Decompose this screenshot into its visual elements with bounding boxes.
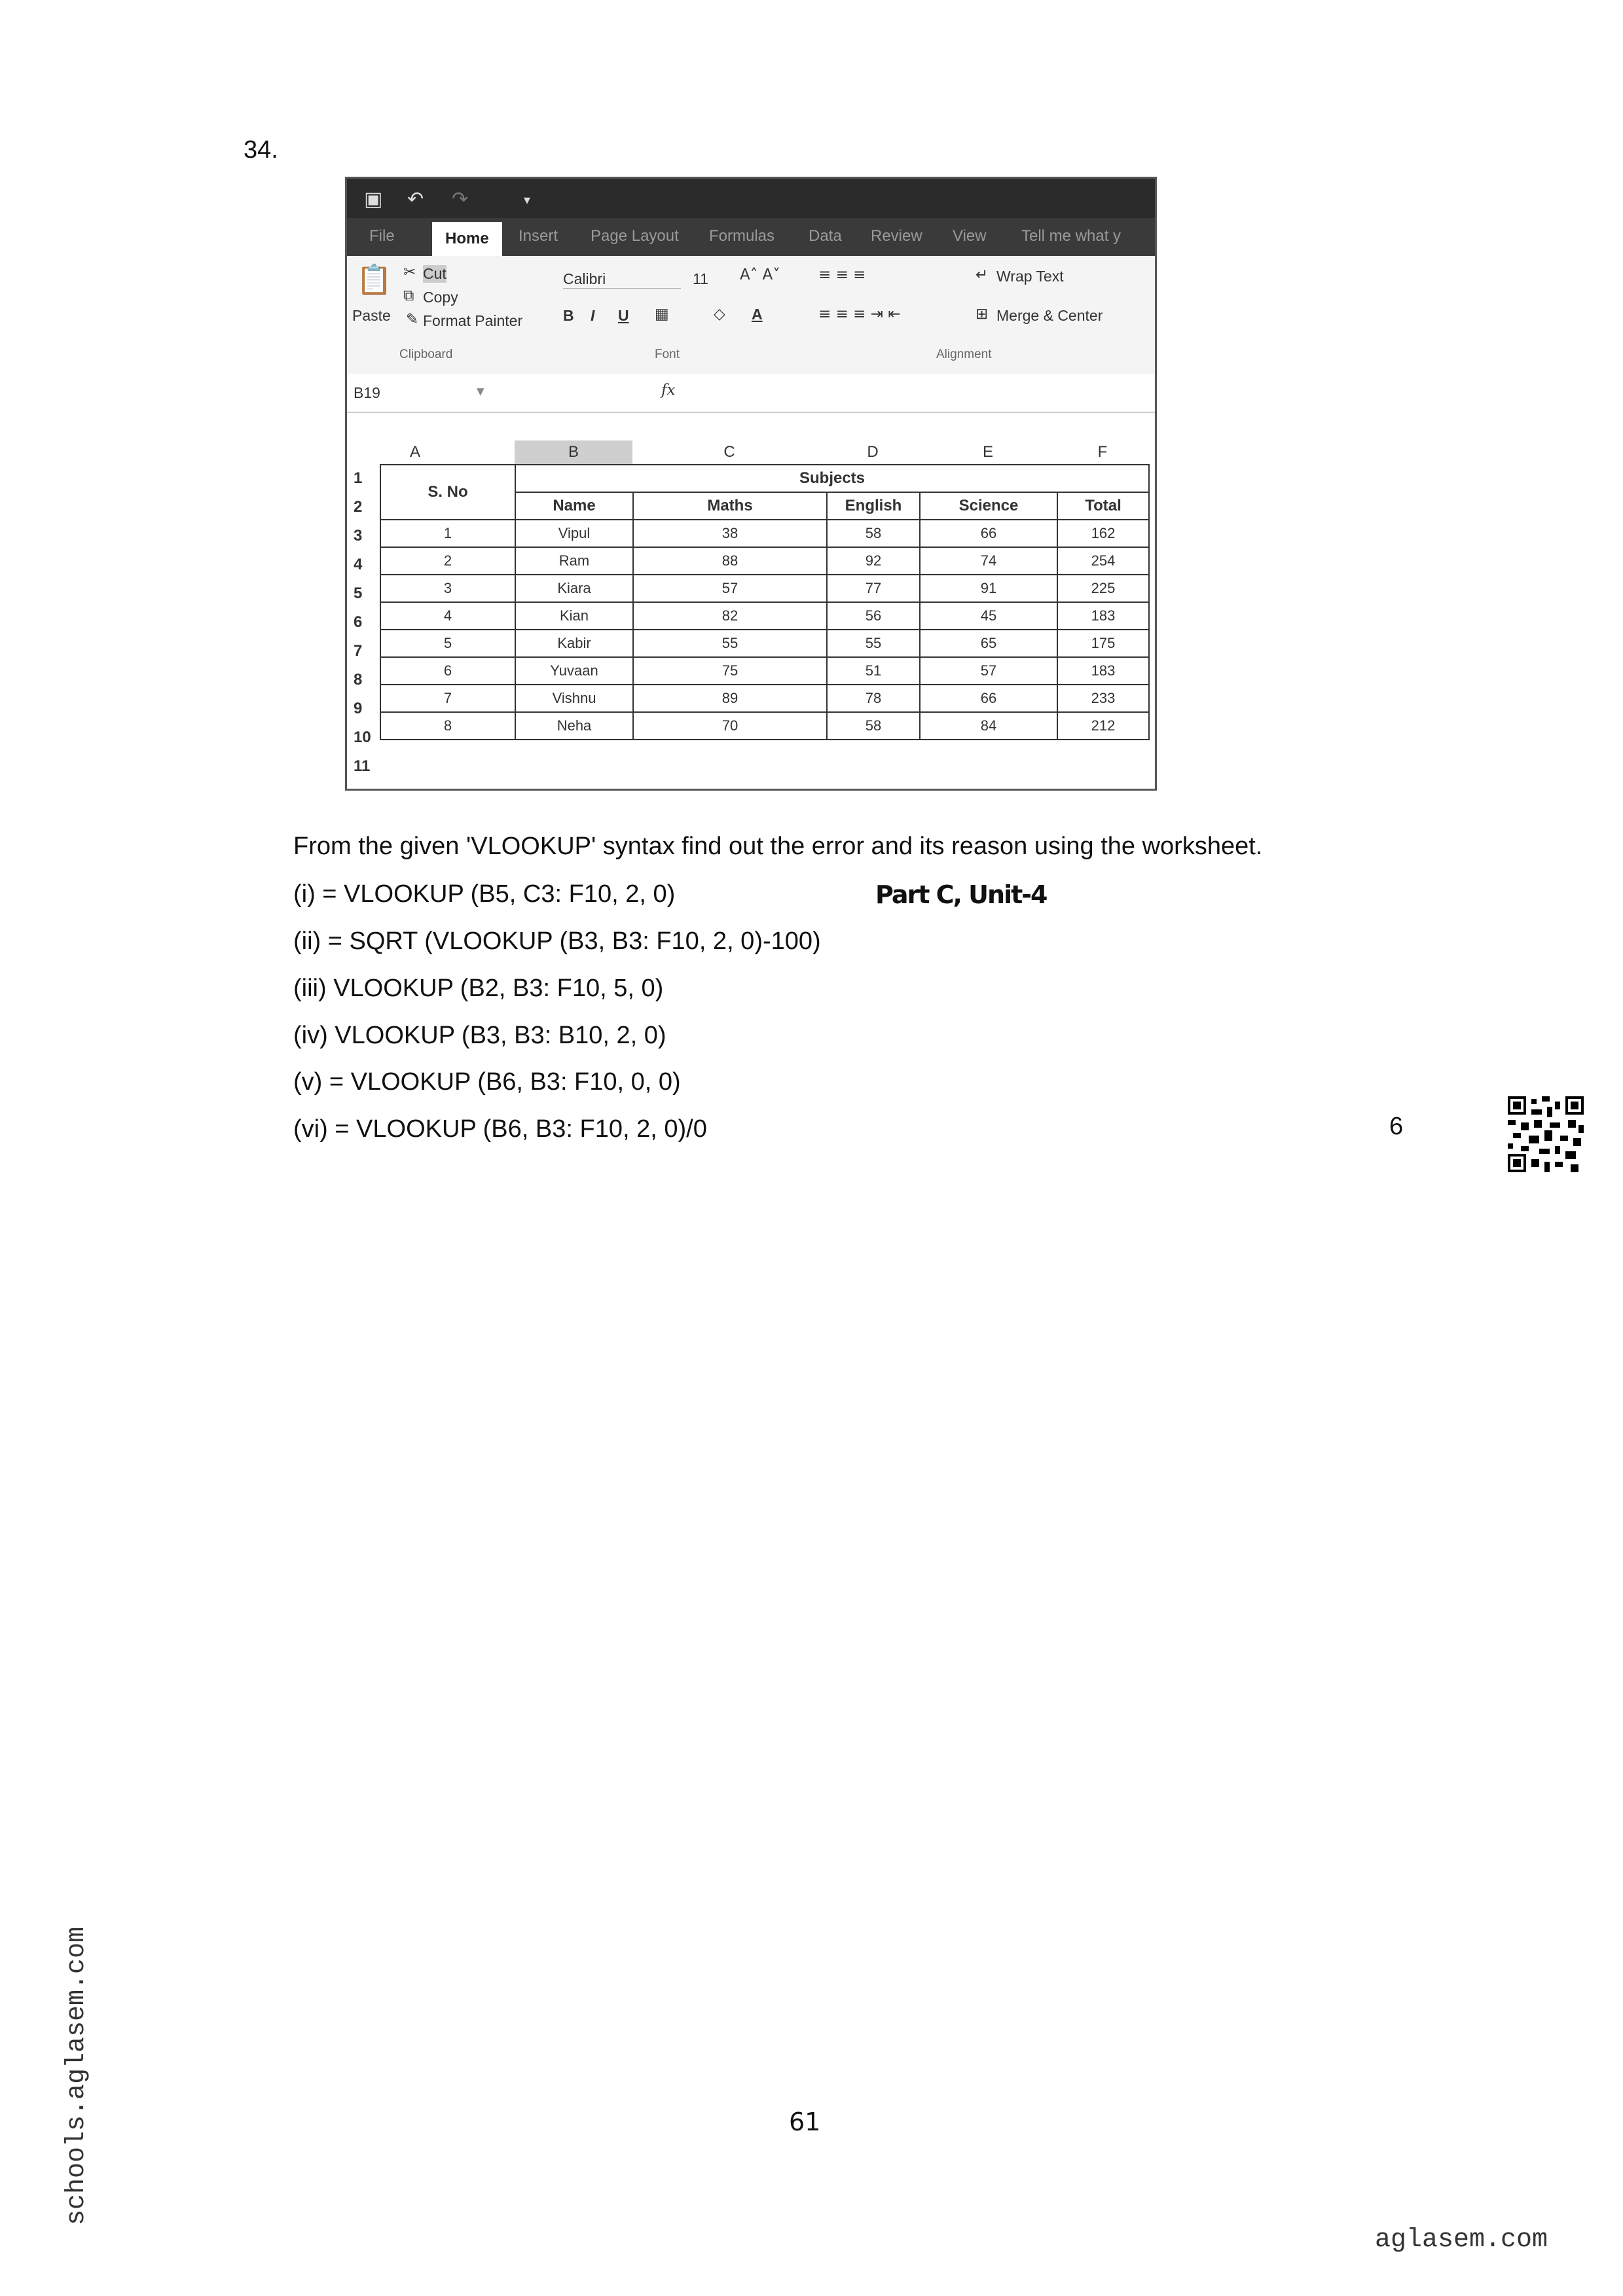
fill-color-icon[interactable]: ◇ <box>714 306 725 323</box>
cell-maths[interactable]: 82 <box>633 602 827 630</box>
cell-science[interactable]: 74 <box>920 547 1057 575</box>
tab-home[interactable]: Home <box>432 222 502 256</box>
format-painter-button[interactable]: Format Painter <box>423 312 523 329</box>
cell-english[interactable]: 56 <box>827 602 920 630</box>
table-row <box>380 630 1149 657</box>
row-header-6[interactable]: 6 <box>354 613 363 631</box>
cell-science[interactable]: 65 <box>920 630 1057 657</box>
cut-button[interactable]: Cut <box>423 265 447 282</box>
item-iv: (iv) VLOOKUP (B3, B3: B10, 2, 0) <box>293 1022 666 1049</box>
cell-sno[interactable]: 3 <box>380 575 515 602</box>
marks: 6 <box>1389 1113 1404 1140</box>
cell-name[interactable]: Vishnu <box>515 685 633 712</box>
row-header-4[interactable]: 4 <box>354 556 363 573</box>
customize-icon: ▾ <box>524 192 531 207</box>
clipboard-group-label: Clipboard <box>399 348 453 361</box>
align-top-icon[interactable]: ≡ ≡ ≡ <box>818 266 866 283</box>
cell-maths[interactable]: 89 <box>633 685 827 712</box>
undo-icon: ↶ <box>407 188 424 211</box>
row-header-2[interactable]: 2 <box>354 498 363 516</box>
page-number: 61 <box>789 2108 821 2136</box>
copy-icon: ⧉ <box>403 287 414 304</box>
cell-science[interactable]: 45 <box>920 602 1057 630</box>
formula-bar <box>347 374 1155 413</box>
cell-name[interactable]: Kian <box>515 602 633 630</box>
question-number: 34. <box>244 136 278 164</box>
table-row <box>380 547 1149 575</box>
cell-sno[interactable]: 2 <box>380 547 515 575</box>
header-maths[interactable]: Maths <box>633 492 827 520</box>
cell-sno[interactable]: 8 <box>380 712 515 740</box>
cell-english[interactable]: 55 <box>827 630 920 657</box>
save-icon: ▣ <box>364 188 383 211</box>
table-row <box>380 712 1149 740</box>
cell-name[interactable]: Ram <box>515 547 633 575</box>
cell-science[interactable]: 66 <box>920 520 1057 547</box>
row-header-5[interactable]: 5 <box>354 584 363 602</box>
row-header-10[interactable]: 10 <box>354 728 371 746</box>
cell-english[interactable]: 58 <box>827 520 920 547</box>
cell-total[interactable]: 162 <box>1057 520 1149 547</box>
row-header-7[interactable]: 7 <box>354 642 363 660</box>
underline-button[interactable]: U <box>618 307 629 324</box>
header-english[interactable]: English <box>827 492 920 520</box>
header-total[interactable]: Total <box>1057 492 1149 520</box>
cell-science[interactable]: 84 <box>920 712 1057 740</box>
row-header-9[interactable]: 9 <box>354 700 363 717</box>
cell-english[interactable]: 58 <box>827 712 920 740</box>
item-iii: (iii) VLOOKUP (B2, B3: F10, 5, 0) <box>293 975 664 1002</box>
table-row <box>380 657 1149 685</box>
question-intro: From the given 'VLOOKUP' syntax find out the error and its reason using the worksheet. <box>293 833 1263 860</box>
wrap-text-icon: ↵ <box>976 266 989 283</box>
cell-name[interactable]: Neha <box>515 712 633 740</box>
cell-sno[interactable]: 1 <box>380 520 515 547</box>
col-header-c[interactable]: C <box>723 443 735 461</box>
col-header-d[interactable]: D <box>867 443 879 461</box>
excel-screenshot <box>345 177 1157 791</box>
cell-maths[interactable]: 75 <box>633 657 827 685</box>
tab-insert[interactable]: Insert <box>519 227 558 245</box>
name-box[interactable]: B19 <box>354 384 380 401</box>
redo-icon: ↷ <box>452 188 469 211</box>
cell-total[interactable]: 175 <box>1057 630 1149 657</box>
tab-page-layout[interactable]: Page Layout <box>591 227 679 245</box>
cell-name[interactable]: Yuvaan <box>515 657 633 685</box>
cell-total[interactable]: 233 <box>1057 685 1149 712</box>
row-header-8[interactable]: 8 <box>354 671 363 689</box>
tab-file[interactable]: File <box>369 227 395 245</box>
watermark-side[interactable]: schools.aglasem.com <box>62 1926 92 2225</box>
ribbon-home <box>347 256 1155 375</box>
italic-button[interactable]: I <box>591 307 595 324</box>
font-name-select[interactable]: Calibri <box>563 270 681 289</box>
merge-icon: ⊞ <box>976 306 989 323</box>
merge-center-button[interactable]: Merge & Center <box>996 307 1103 324</box>
cell-total[interactable]: 183 <box>1057 602 1149 630</box>
cell-total[interactable]: 225 <box>1057 575 1149 602</box>
cell-sno[interactable]: 5 <box>380 630 515 657</box>
cell-science[interactable]: 66 <box>920 685 1057 712</box>
table-row <box>380 575 1149 602</box>
cell-name[interactable]: Kiara <box>515 575 633 602</box>
qr-code-icon <box>1508 1096 1584 1172</box>
col-header-f[interactable]: F <box>1097 443 1108 461</box>
cell-maths[interactable]: 38 <box>633 520 827 547</box>
header-subjects[interactable]: Subjects <box>515 465 1149 492</box>
cell-total[interactable]: 183 <box>1057 657 1149 685</box>
alignment-group-label: Alignment <box>936 348 992 361</box>
header-name[interactable]: Name <box>515 492 633 520</box>
header-science[interactable]: Science <box>920 492 1057 520</box>
row-header-1[interactable]: 1 <box>354 469 363 487</box>
cell-name[interactable]: Vipul <box>515 520 633 547</box>
item-ii: (ii) = SQRT (VLOOKUP (B3, B3: F10, 2, 0)-100) <box>293 927 821 955</box>
cell-total[interactable]: 212 <box>1057 712 1149 740</box>
row-header-3[interactable]: 3 <box>354 527 363 545</box>
copy-button[interactable]: Copy <box>423 289 458 306</box>
unit-reference: Part C, Unit-4 <box>875 880 1047 909</box>
font-color-icon[interactable]: A <box>752 306 763 323</box>
cut-icon: ✂ <box>403 264 416 281</box>
name-box-dropdown-icon[interactable]: ▾ <box>477 383 484 400</box>
grow-font-icon[interactable]: A˄ A˅ <box>740 266 780 283</box>
cell-science[interactable]: 57 <box>920 657 1057 685</box>
align-left-icon[interactable]: ≡ ≡ ≡ ⇥ ⇤ <box>818 306 901 323</box>
paste-icon[interactable]: 📋 <box>356 263 392 296</box>
header-sno[interactable]: S. No <box>380 465 515 520</box>
col-header-b[interactable]: B <box>515 440 632 464</box>
tab-formulas[interactable]: Formulas <box>709 227 775 245</box>
watermark-corner[interactable]: aglasem.com <box>1375 2225 1548 2255</box>
ribbon-tabs <box>347 218 1155 256</box>
item-i: (i) = VLOOKUP (B5, C3: F10, 2, 0) <box>293 880 676 908</box>
cell-english[interactable]: 51 <box>827 657 920 685</box>
cell-maths[interactable]: 70 <box>633 712 827 740</box>
font-group-label: Font <box>655 348 680 361</box>
cell-sno[interactable]: 7 <box>380 685 515 712</box>
cell-maths[interactable]: 88 <box>633 547 827 575</box>
cell-sno[interactable]: 4 <box>380 602 515 630</box>
cell-science[interactable]: 91 <box>920 575 1057 602</box>
borders-icon[interactable]: ▦ <box>655 306 669 323</box>
tab-tell-me[interactable]: Tell me what y <box>1021 227 1122 245</box>
format-painter-icon: ✎ <box>406 311 419 328</box>
cell-maths[interactable]: 57 <box>633 575 827 602</box>
item-vi: (vi) = VLOOKUP (B6, B3: F10, 2, 0)/0 <box>293 1115 707 1143</box>
table-row <box>380 520 1149 547</box>
quick-access-toolbar <box>347 179 1155 218</box>
row-header-11[interactable]: 11 <box>354 757 371 775</box>
fx-icon[interactable]: fx <box>661 382 676 399</box>
cell-maths[interactable]: 55 <box>633 630 827 657</box>
cell-english[interactable]: 78 <box>827 685 920 712</box>
col-header-a[interactable]: A <box>409 443 420 461</box>
cell-english[interactable]: 77 <box>827 575 920 602</box>
tab-data[interactable]: Data <box>809 227 842 245</box>
item-v: (v) = VLOOKUP (B6, B3: F10, 0, 0) <box>293 1068 681 1096</box>
col-header-e[interactable]: E <box>982 443 993 461</box>
font-size-select[interactable]: 11 <box>693 270 708 287</box>
paste-button[interactable]: Paste <box>352 307 391 324</box>
cell-sno[interactable]: 6 <box>380 657 515 685</box>
table-row <box>380 685 1149 712</box>
tab-view[interactable]: View <box>953 227 987 245</box>
data-table <box>380 464 1150 740</box>
bold-button[interactable]: B <box>563 307 574 324</box>
tab-review[interactable]: Review <box>871 227 922 245</box>
table-row <box>380 602 1149 630</box>
cell-total[interactable]: 254 <box>1057 547 1149 575</box>
cell-name[interactable]: Kabir <box>515 630 633 657</box>
cell-english[interactable]: 92 <box>827 547 920 575</box>
wrap-text-button[interactable]: Wrap Text <box>996 268 1064 285</box>
